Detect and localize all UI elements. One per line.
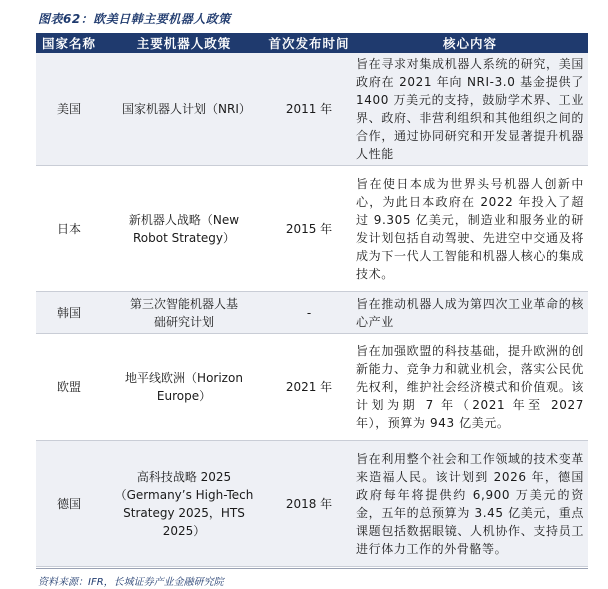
cell-country: 美国 xyxy=(36,53,102,166)
header-content: 核心内容 xyxy=(352,33,588,53)
cell-year: - xyxy=(266,292,352,334)
footer-divider xyxy=(36,568,588,569)
header-policy: 主要机器人政策 xyxy=(102,33,266,53)
cell-policy: 新机器人战略（New Robot Strategy） xyxy=(102,166,266,292)
cell-year: 2021 年 xyxy=(266,334,352,441)
cell-country: 欧盟 xyxy=(36,334,102,441)
cell-year: 2018 年 xyxy=(266,441,352,567)
cell-country: 日本 xyxy=(36,166,102,292)
cell-policy: 地平线欧洲（Horizon Europe） xyxy=(102,334,266,441)
table-row xyxy=(36,166,588,292)
table-header-row xyxy=(36,33,588,53)
robot-policy-table xyxy=(36,33,588,567)
table-row xyxy=(36,292,588,334)
cell-policy: 第三次智能机器人基础研究计划 xyxy=(102,292,266,334)
cell-content: 旨在利用整个社会和工作领域的技术变革来造福人民。该计划到 2026 年，德国政府每年将提供约 6,900 万美元的资金，五年的总预算为 3.45 亿美元，重点课题包括数据眼镜、人机协作、支持员工进行体力工作的外骨骼等。 xyxy=(352,441,588,567)
source-note: 资料来源：IFR，长城证券产业金融研究院 xyxy=(38,577,224,588)
header-country: 国家名称 xyxy=(36,33,102,53)
cell-content: 旨在寻求对集成机器人系统的研究，美国政府在 2021 年向 NRI-3.0 基金提供了 1400 万美元的支持，鼓励学术界、工业界、政府、非营利组织和其他组织之间的合作，通过协同研究和开发显著提升机器人性能 xyxy=(352,53,588,166)
header-year: 首次发布时间 xyxy=(266,33,352,53)
cell-country: 德国 xyxy=(36,441,102,567)
table-row xyxy=(36,441,588,567)
cell-policy: 国家机器人计划（NRI） xyxy=(102,53,266,166)
table-row xyxy=(36,53,588,166)
cell-content: 旨在加强欧盟的科技基础，提升欧洲的创新能力、竞争力和就业机会，落实公民优先权利，维护社会经济模式和价值观。该计划为期 7 年（2021 年至 2027 年），预算为 943 亿美元。 xyxy=(352,334,588,441)
cell-country: 韩国 xyxy=(36,292,102,334)
cell-year: 2011 年 xyxy=(266,53,352,166)
cell-policy: 高科技战略 2025（Germany’s High-Tech Strategy 2025，HTS 2025） xyxy=(102,441,266,567)
table-row xyxy=(36,334,588,441)
table-caption: 图表62：欧美日韩主要机器人政策 xyxy=(38,12,231,26)
cell-year: 2015 年 xyxy=(266,166,352,292)
cell-content: 旨在推动机器人成为第四次工业革命的核心产业 xyxy=(352,292,588,334)
cell-content: 旨在使日本成为世界头号机器人创新中心，为此日本政府在 2022 年投入了超过 9.305 亿美元，制造业和服务业的研发计划包括自动驾驶、先进空中交通及将成为下一代人工智能和机器人核心的集成技术。 xyxy=(352,166,588,292)
